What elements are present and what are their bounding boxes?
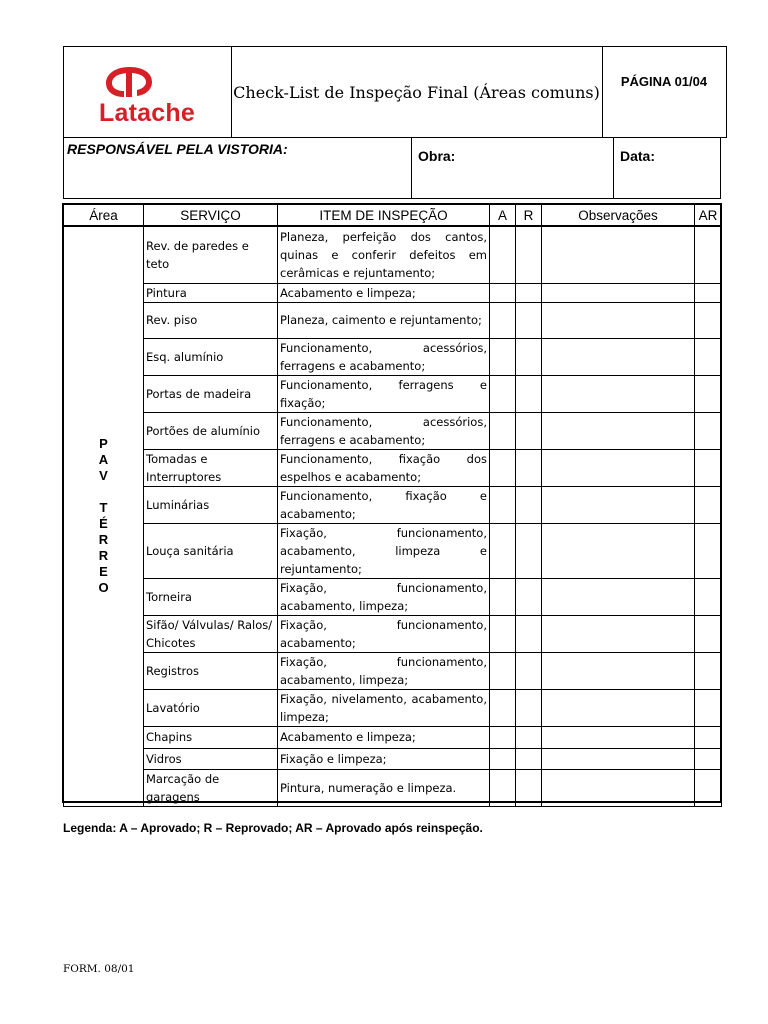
ar-checkbox-cell[interactable] [695,615,722,652]
table-row [64,615,722,652]
ar-checkbox-cell[interactable] [695,486,722,523]
inspection-item-cell: Fixação, funcionamento, acabamento; [278,615,490,652]
ar-checkbox-cell[interactable] [695,338,722,375]
r-checkbox-cell[interactable] [516,726,542,748]
inspection-item-cell: Fixação e limpeza; [278,748,490,769]
a-checkbox-cell[interactable] [490,375,516,412]
document-title: Check-List de Inspeção Final (Áreas comuns) [231,47,603,137]
ar-checkbox-cell[interactable] [695,226,722,283]
observations-cell[interactable] [542,748,695,769]
observations-cell[interactable] [542,615,695,652]
r-checkbox-cell[interactable] [516,748,542,769]
r-checkbox-cell[interactable] [516,689,542,726]
a-checkbox-cell[interactable] [490,412,516,449]
obra-field[interactable]: Obra: [412,138,614,198]
a-checkbox-cell[interactable] [490,302,516,338]
inspection-item-cell: Fixação, funcionamento, acabamento, limpeza e rejuntamento; [278,523,490,578]
r-checkbox-cell[interactable] [516,523,542,578]
col-header-servico: SERVIÇO [144,205,278,227]
observations-cell[interactable] [542,302,695,338]
service-cell: Registros [144,652,278,689]
ar-checkbox-cell[interactable] [695,302,722,338]
inspection-item-cell: Fixação, funcionamento, acabamento, limpeza; [278,652,490,689]
page-number: PÁGINA 01/04 [620,74,708,89]
table-row [64,486,722,523]
ar-checkbox-cell[interactable] [695,523,722,578]
service-cell: Marcação de garagens [144,769,278,806]
inspection-item-cell: Fixação, funcionamento, acabamento, limpeza; [278,578,490,615]
a-checkbox-cell[interactable] [490,486,516,523]
r-checkbox-cell[interactable] [516,226,542,283]
r-checkbox-cell[interactable] [516,302,542,338]
ar-checkbox-cell[interactable] [695,726,722,748]
legend: Legenda: A – Aprovado; R – Reprovado; AR – Aprovado após reinspeção. [63,821,483,835]
r-checkbox-cell[interactable] [516,283,542,302]
observations-cell[interactable] [542,523,695,578]
table-row [64,375,722,412]
col-header-area: Área [64,205,144,227]
table-row [64,283,722,302]
col-header-r: R [516,205,542,227]
table-row [64,523,722,578]
inspection-item-cell: Acabamento e limpeza; [278,726,490,748]
service-cell: Torneira [144,578,278,615]
inspection-item-cell: Planeza, caimento e rejuntamento; [278,302,490,338]
observations-cell[interactable] [542,769,695,806]
document-header [63,46,727,138]
table-header-row [64,205,722,227]
service-cell: Portões de alumínio [144,412,278,449]
a-checkbox-cell[interactable] [490,449,516,486]
service-cell: Portas de madeira [144,375,278,412]
service-cell: Louça sanitária [144,523,278,578]
observations-cell[interactable] [542,375,695,412]
inspection-item-cell: Funcionamento, fixação e acabamento; [278,486,490,523]
a-checkbox-cell[interactable] [490,523,516,578]
table-row [64,652,722,689]
ar-checkbox-cell[interactable] [695,283,722,302]
r-checkbox-cell[interactable] [516,615,542,652]
table-row [64,689,722,726]
a-checkbox-cell[interactable] [490,226,516,283]
inspection-item-cell: Funcionamento, ferragens e fixação; [278,375,490,412]
service-cell: Luminárias [144,486,278,523]
col-header-a: A [490,205,516,227]
inspection-item-cell: Funcionamento, acessórios, ferragens e acabamento; [278,412,490,449]
service-cell: Pintura [144,283,278,302]
service-cell: Vidros [144,748,278,769]
a-checkbox-cell[interactable] [490,769,516,806]
observations-cell[interactable] [542,226,695,283]
observations-cell[interactable] [542,338,695,375]
inspection-item-cell: Acabamento e limpeza; [278,283,490,302]
table-row [64,578,722,615]
a-checkbox-cell[interactable] [490,748,516,769]
a-checkbox-cell[interactable] [490,578,516,615]
service-cell: Rev. de paredes e teto [144,226,278,283]
area-label: P A V T É R R E O [64,226,144,806]
ar-checkbox-cell[interactable] [695,689,722,726]
inspection-item-cell: Fixação, nivelamento, acabamento, limpeza; [278,689,490,726]
r-checkbox-cell[interactable] [516,375,542,412]
a-checkbox-cell[interactable] [490,652,516,689]
table-row [64,748,722,769]
observations-cell[interactable] [542,486,695,523]
observations-cell[interactable] [542,412,695,449]
table-row [64,726,722,748]
r-checkbox-cell[interactable] [516,486,542,523]
col-header-item: ITEM DE INSPEÇÃO [278,205,490,227]
observations-cell[interactable] [542,689,695,726]
observations-cell[interactable] [542,449,695,486]
observations-cell[interactable] [542,283,695,302]
ar-checkbox-cell[interactable] [695,375,722,412]
ar-checkbox-cell[interactable] [695,748,722,769]
service-cell: Lavatório [144,689,278,726]
service-cell: Tomadas e Interruptores [144,449,278,486]
service-cell: Chapins [144,726,278,748]
inspection-item-cell: Funcionamento, fixação dos espelhos e acabamento; [278,449,490,486]
ar-checkbox-cell[interactable] [695,412,722,449]
a-checkbox-cell[interactable] [490,689,516,726]
r-checkbox-cell[interactable] [516,578,542,615]
service-cell: Rev. piso [144,302,278,338]
table-row [64,412,722,449]
a-checkbox-cell[interactable] [490,283,516,302]
col-header-observacoes: Observações [542,205,695,227]
form-code: FORM. 08/01 [63,963,135,975]
observations-cell[interactable] [542,578,695,615]
ar-checkbox-cell[interactable] [695,578,722,615]
col-header-ar: AR [695,205,722,227]
a-checkbox-cell[interactable] [490,726,516,748]
table-row [64,449,722,486]
observations-cell[interactable] [542,652,695,689]
table-row [64,338,722,375]
responsible-field[interactable]: RESPONSÁVEL PELA VISTORIA: [64,138,412,198]
table-row [64,769,722,806]
a-checkbox-cell[interactable] [490,615,516,652]
data-field[interactable]: Data: [620,148,656,164]
ar-checkbox-cell[interactable] [695,652,722,689]
service-cell: Esq. alumínio [144,338,278,375]
logo-cell [64,47,232,137]
r-checkbox-cell[interactable] [516,652,542,689]
inspection-item-cell: Funcionamento, acessórios, ferragens e acabamento; [278,338,490,375]
service-cell: Sifão/ Válvulas/ Ralos/ Chicotes [144,615,278,652]
brand-name: Latache [99,99,195,127]
ar-checkbox-cell[interactable] [695,449,722,486]
observations-cell[interactable] [542,726,695,748]
responsible-row [63,138,721,199]
latache-logo-icon [102,65,152,99]
inspection-item-cell: Pintura, numeração e limpeza. [278,769,490,806]
r-checkbox-cell[interactable] [516,412,542,449]
table-row [64,302,722,338]
inspection-table [63,204,722,807]
r-checkbox-cell[interactable] [516,338,542,375]
ar-checkbox-cell[interactable] [695,769,722,806]
a-checkbox-cell[interactable] [490,338,516,375]
r-checkbox-cell[interactable] [516,449,542,486]
table-row [64,226,722,283]
r-checkbox-cell[interactable] [516,769,542,806]
inspection-item-cell: Planeza, perfeição dos cantos, quinas e conferir defeitos em cerâmicas e rejuntamento; [278,226,490,283]
